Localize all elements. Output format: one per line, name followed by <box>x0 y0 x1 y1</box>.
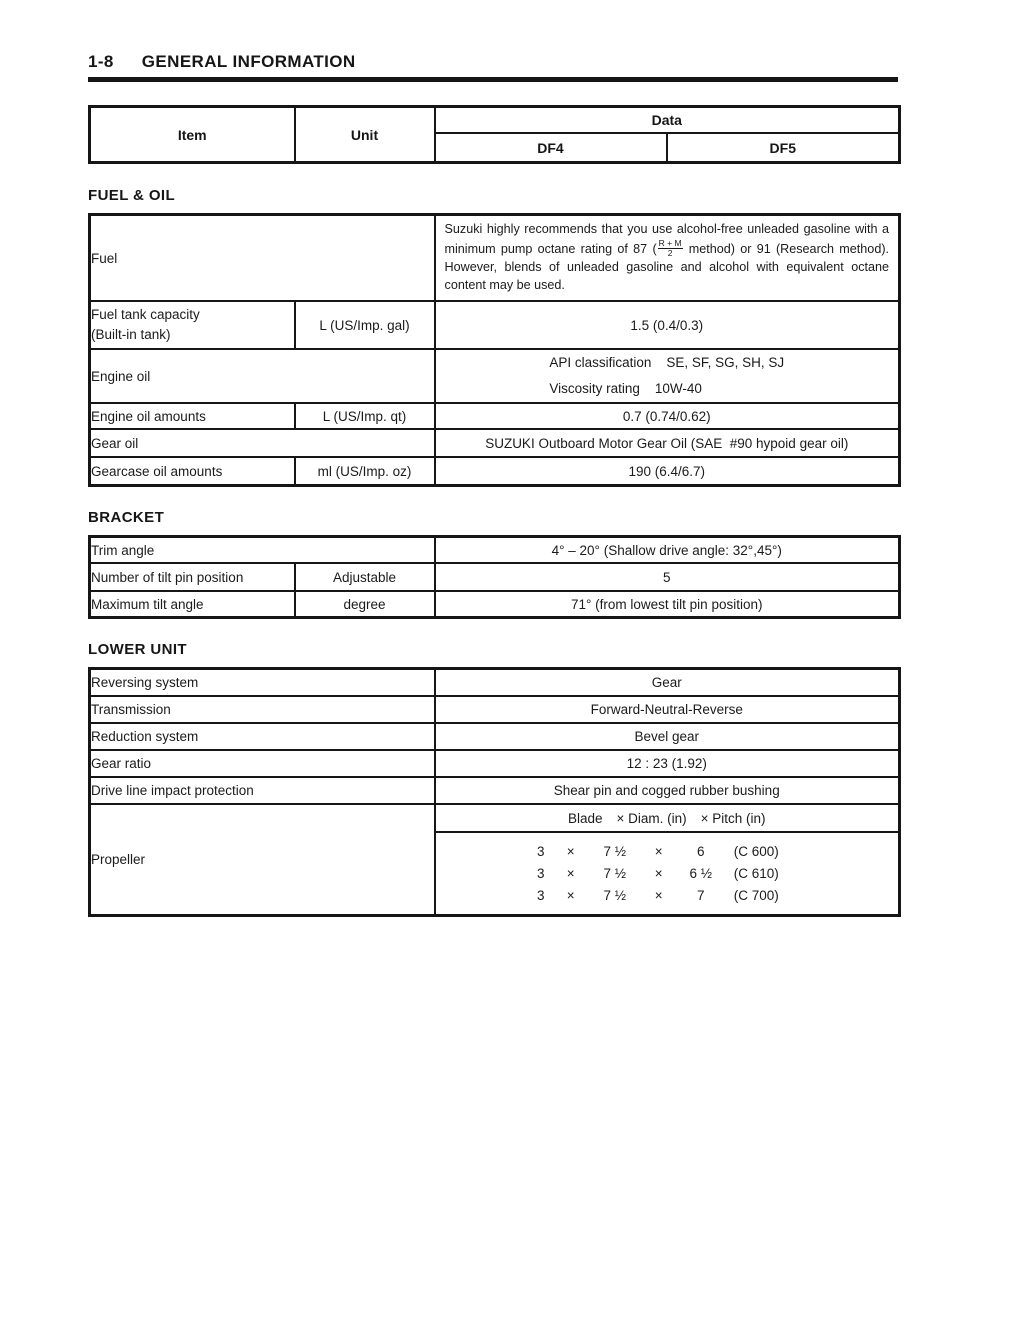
max-tilt-unit: degree <box>295 591 435 618</box>
section-heading-fuel-oil: FUEL & OIL <box>88 187 176 204</box>
fuel-tank-label-line2: (Built-in tank) <box>91 327 171 343</box>
table-row-gearcase-oil-amounts <box>90 457 900 486</box>
engine-oil-api-line: API classification SE, SF, SG, SH, SJ <box>549 355 785 371</box>
trim-angle-label: Trim angle <box>90 537 435 564</box>
spec-header-table <box>88 105 901 164</box>
c610-diam: 7 ½ <box>603 865 627 881</box>
table-row-gear-oil <box>90 429 900 457</box>
table-row-reversing-system <box>90 669 900 697</box>
title-rule <box>88 77 898 82</box>
fuel-label: Fuel <box>90 215 435 302</box>
table-row-engine-oil-amounts <box>90 403 900 429</box>
trim-angle-value: 4° – 20° (Shallow drive angle: 32°,45°) <box>435 537 900 564</box>
reversing-system-label: Reversing system <box>90 669 435 697</box>
propeller-pitch-header: × Pitch (in) <box>700 810 766 826</box>
drive-line-value: Shear pin and cogged rubber bushing <box>435 777 900 804</box>
df5-column-header: DF5 <box>667 133 900 163</box>
page-header <box>88 52 898 72</box>
c700-pitch: 7 <box>696 887 705 903</box>
propeller-spec-header <box>436 805 899 833</box>
table-row-propeller <box>90 804 900 916</box>
propeller-value <box>435 804 900 916</box>
propeller-row-c610 <box>436 862 899 884</box>
multiply-sign: × <box>654 865 663 881</box>
reduction-system-value: Bevel gear <box>435 723 900 750</box>
gearcase-oil-amounts-unit: ml (US/Imp. oz) <box>295 457 435 486</box>
gear-ratio-value: 12 : 23 (1.92) <box>435 750 900 777</box>
transmission-value: Forward-Neutral-Reverse <box>435 696 900 723</box>
data-column-header: Data <box>435 107 900 134</box>
multiply-sign: × <box>566 843 575 859</box>
octane-fraction-numerator: R + M <box>658 237 682 248</box>
c700-blade: 3 <box>536 887 545 903</box>
c600-blade: 3 <box>536 843 545 859</box>
propeller-row-c600 <box>436 840 899 862</box>
gear-oil-value: SUZUKI Outboard Motor Gear Oil (SAE #90 hypoid gear oil) <box>435 429 900 457</box>
engine-oil-value <box>435 349 900 403</box>
reversing-system-value: Gear <box>435 669 900 697</box>
fuel-tank-unit: L (US/Imp. gal) <box>295 301 435 349</box>
engine-oil-amounts-value: 0.7 (0.74/0.62) <box>435 403 900 429</box>
lower-unit-table <box>88 667 901 917</box>
tilt-pin-label: Number of tilt pin position <box>90 563 295 591</box>
table-row-engine-oil <box>90 349 900 403</box>
gearcase-oil-amounts-label: Gearcase oil amounts <box>90 457 295 486</box>
fuel-tank-value: 1.5 (0.4/0.3) <box>435 301 900 349</box>
c600-model: (C 600) <box>733 843 779 859</box>
table-row-fuel-tank-capacity <box>90 301 900 349</box>
c600-diam: 7 ½ <box>603 843 627 859</box>
octane-fraction <box>658 239 683 260</box>
fuel-oil-table <box>88 213 901 487</box>
tilt-pin-unit: Adjustable <box>295 563 435 591</box>
table-row-max-tilt-angle <box>90 591 900 618</box>
c610-pitch: 6 ½ <box>689 865 713 881</box>
table-row-tilt-pin-position <box>90 563 900 591</box>
c610-model: (C 610) <box>733 865 779 881</box>
bracket-table <box>88 535 901 619</box>
gearcase-oil-amounts-value: 190 (6.4/6.7) <box>435 457 900 486</box>
fuel-text-before: Suzuki highly recommends that you use alcohol-free unleaded gasoline with a minimum pump octane rating of 87 ( <box>444 222 890 256</box>
df4-column-header: DF4 <box>435 133 667 163</box>
propeller-spec-rows <box>436 833 899 914</box>
engine-oil-amounts-unit: L (US/Imp. qt) <box>295 403 435 429</box>
gear-ratio-label: Gear ratio <box>90 750 435 777</box>
item-column-header: Item <box>90 107 295 163</box>
multiply-sign: × <box>566 865 575 881</box>
table-row-drive-line-impact-protection <box>90 777 900 804</box>
table-row-transmission <box>90 696 900 723</box>
multiply-sign: × <box>566 887 575 903</box>
table-row-fuel <box>90 215 900 302</box>
drive-line-label: Drive line impact protection <box>90 777 435 804</box>
page-title: GENERAL INFORMATION <box>141 52 356 71</box>
table-row-trim-angle <box>90 537 900 564</box>
propeller-row-c700 <box>436 884 899 906</box>
propeller-label: Propeller <box>90 804 435 916</box>
multiply-sign: × <box>654 843 663 859</box>
engine-oil-amounts-label: Engine oil amounts <box>90 403 295 429</box>
transmission-label: Transmission <box>90 696 435 723</box>
engine-oil-label: Engine oil <box>90 349 435 403</box>
c610-blade: 3 <box>536 865 545 881</box>
c700-diam: 7 ½ <box>603 887 627 903</box>
section-heading-lower-unit: LOWER UNIT <box>88 641 187 659</box>
max-tilt-value: 71° (from lowest tilt pin position) <box>435 591 900 618</box>
unit-column-header: Unit <box>295 107 435 163</box>
c700-model: (C 700) <box>733 887 779 903</box>
fuel-tank-label-line1: Fuel tank capacity <box>91 307 200 323</box>
propeller-blade-header: Blade <box>567 810 603 826</box>
fuel-tank-label <box>90 301 295 349</box>
table-row-reduction-system <box>90 723 900 750</box>
page-number: 1-8 <box>88 52 114 71</box>
engine-oil-viscosity-line: Viscosity rating 10W-40 <box>549 381 702 397</box>
octane-fraction-denominator: 2 <box>667 248 673 259</box>
propeller-diam-header: × Diam. (in) <box>616 810 687 826</box>
fuel-text-after: method) or 91 (Research method). However, blends of unleaded gasoline and alcohol with equivalent octane content may be used. <box>444 241 890 292</box>
gear-oil-label: Gear oil <box>90 429 435 457</box>
max-tilt-label: Maximum tilt angle <box>90 591 295 618</box>
c600-pitch: 6 <box>696 843 705 859</box>
table-row-gear-ratio <box>90 750 900 777</box>
fuel-value <box>435 215 900 302</box>
tilt-pin-value: 5 <box>435 563 900 591</box>
multiply-sign: × <box>654 887 663 903</box>
reduction-system-label: Reduction system <box>90 723 435 750</box>
section-heading-bracket: BRACKET <box>88 509 165 527</box>
